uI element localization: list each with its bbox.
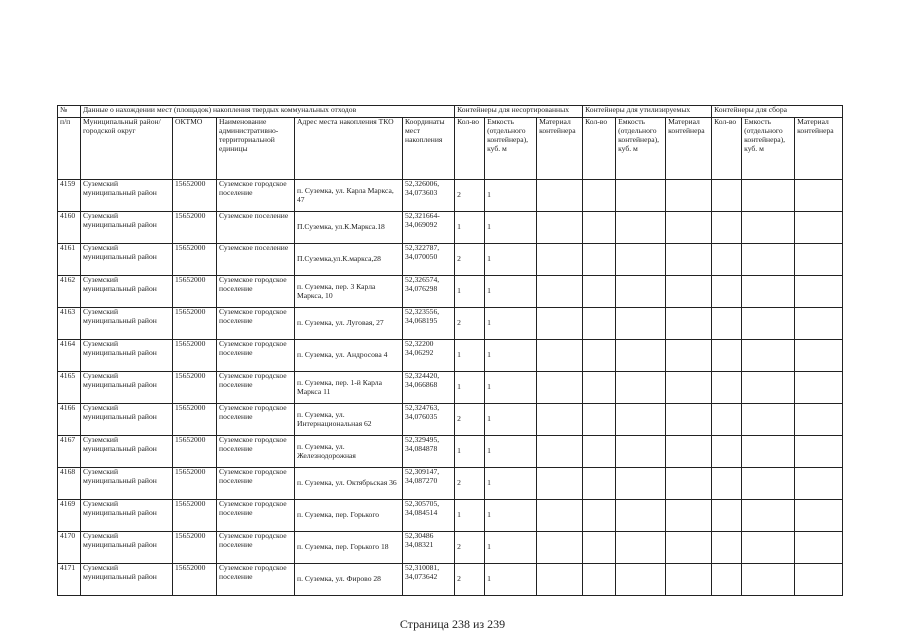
cell-collection-qty bbox=[712, 244, 742, 276]
col-collection-qty: Кол-во bbox=[712, 118, 742, 180]
cell-admin-unit: Суземское городское поселение bbox=[217, 404, 295, 436]
cell-recyclable-material bbox=[666, 564, 712, 596]
cell-recyclable-material bbox=[666, 308, 712, 340]
cell-recyclable-capacity bbox=[616, 340, 666, 372]
cell-recyclable-capacity bbox=[616, 180, 666, 212]
cell-num: 4170 bbox=[58, 532, 81, 564]
cell-collection-capacity bbox=[742, 308, 795, 340]
table-row bbox=[58, 244, 843, 276]
table-row bbox=[58, 436, 843, 468]
cell-collection-material bbox=[795, 244, 843, 276]
table-body bbox=[58, 180, 843, 596]
table-row bbox=[58, 180, 843, 212]
cell-coordinates: 52,329495, 34,084878 bbox=[403, 436, 455, 468]
cell-recyclable-capacity bbox=[616, 308, 666, 340]
cell-unsorted-material bbox=[537, 180, 583, 212]
cell-recyclable-material bbox=[666, 532, 712, 564]
header-recyclable-containers: Контейнеры для утилизируемых bbox=[583, 106, 712, 118]
cell-collection-material bbox=[795, 372, 843, 404]
header-collection-containers: Контейнеры для сбора bbox=[712, 106, 843, 118]
cell-collection-material bbox=[795, 276, 843, 308]
cell-coordinates: 52,305705, 34,084514 bbox=[403, 500, 455, 532]
col-recyclable-qty: Кол-во bbox=[583, 118, 616, 180]
cell-unsorted-qty: 2 bbox=[455, 180, 485, 212]
cell-collection-capacity bbox=[742, 340, 795, 372]
cell-unsorted-capacity: 1 bbox=[485, 436, 537, 468]
cell-recyclable-material bbox=[666, 372, 712, 404]
cell-collection-qty bbox=[712, 276, 742, 308]
cell-unsorted-qty: 2 bbox=[455, 308, 485, 340]
cell-collection-qty bbox=[712, 308, 742, 340]
col-unsorted-material: Материал контейнера bbox=[537, 118, 583, 180]
cell-recyclable-qty bbox=[583, 276, 616, 308]
cell-recyclable-material bbox=[666, 180, 712, 212]
header-num: № bbox=[58, 106, 81, 118]
cell-admin-unit: Суземское городское поселение bbox=[217, 436, 295, 468]
cell-num: 4164 bbox=[58, 340, 81, 372]
cell-admin-unit: Суземское городское поселение bbox=[217, 340, 295, 372]
cell-unsorted-material bbox=[537, 276, 583, 308]
cell-oktmo: 15652000 bbox=[173, 532, 217, 564]
cell-admin-unit: Суземское городское поселение bbox=[217, 500, 295, 532]
cell-oktmo: 15652000 bbox=[173, 564, 217, 596]
cell-unsorted-qty: 1 bbox=[455, 212, 485, 244]
cell-recyclable-capacity bbox=[616, 276, 666, 308]
cell-collection-material bbox=[795, 564, 843, 596]
cell-unsorted-capacity: 1 bbox=[485, 308, 537, 340]
cell-unsorted-material bbox=[537, 532, 583, 564]
cell-address: п. Суземка, ул. Интернациональная 62 bbox=[295, 404, 403, 436]
cell-recyclable-qty bbox=[583, 308, 616, 340]
table-row bbox=[58, 532, 843, 564]
cell-collection-capacity bbox=[742, 468, 795, 500]
table-row bbox=[58, 500, 843, 532]
cell-unsorted-capacity: 1 bbox=[485, 468, 537, 500]
cell-recyclable-capacity bbox=[616, 500, 666, 532]
cell-num: 4168 bbox=[58, 468, 81, 500]
cell-unsorted-capacity: 1 bbox=[485, 500, 537, 532]
cell-unsorted-qty: 1 bbox=[455, 372, 485, 404]
cell-num: 4161 bbox=[58, 244, 81, 276]
cell-coordinates: 52,321664- 34,069092 bbox=[403, 212, 455, 244]
cell-num: 4160 bbox=[58, 212, 81, 244]
cell-unsorted-qty: 2 bbox=[455, 244, 485, 276]
col-address: Адрес места накопления ТКО bbox=[295, 118, 403, 180]
page-number: Страница 238 из 239 bbox=[399, 617, 506, 631]
cell-collection-capacity bbox=[742, 244, 795, 276]
cell-recyclable-qty bbox=[583, 404, 616, 436]
cell-recyclable-capacity bbox=[616, 468, 666, 500]
cell-unsorted-material bbox=[537, 308, 583, 340]
col-collection-capacity: Емкость (отдельного контейнера), куб. м bbox=[742, 118, 795, 180]
cell-unsorted-capacity: 1 bbox=[485, 244, 537, 276]
col-recyclable-capacity: Емкость (отдельного контейнера), куб. м bbox=[616, 118, 666, 180]
cell-coordinates: 52,310081, 34,073642 bbox=[403, 564, 455, 596]
cell-coordinates: 52,322787, 34,070050 bbox=[403, 244, 455, 276]
cell-recyclable-material bbox=[666, 468, 712, 500]
cell-coordinates: 52,326574, 34,076298 bbox=[403, 276, 455, 308]
cell-address: п. Суземка, ул. Андросова 4 bbox=[295, 340, 403, 372]
cell-municipality: Суземский муниципальный район bbox=[81, 340, 173, 372]
group-header-row bbox=[58, 106, 843, 118]
cell-unsorted-qty: 2 bbox=[455, 532, 485, 564]
cell-coordinates: 52,326006, 34,073603 bbox=[403, 180, 455, 212]
cell-recyclable-material bbox=[666, 500, 712, 532]
cell-unsorted-capacity: 1 bbox=[485, 372, 537, 404]
cell-collection-qty bbox=[712, 468, 742, 500]
cell-coordinates: 52,323556, 34,068195 bbox=[403, 308, 455, 340]
cell-municipality: Суземский муниципальный район bbox=[81, 244, 173, 276]
cell-coordinates: 52,324763, 34,076035 bbox=[403, 404, 455, 436]
table-row bbox=[58, 340, 843, 372]
cell-coordinates: 52,324420, 34,066868 bbox=[403, 372, 455, 404]
cell-collection-qty bbox=[712, 500, 742, 532]
cell-coordinates: 52,309147, 34,087270 bbox=[403, 468, 455, 500]
cell-oktmo: 15652000 bbox=[173, 212, 217, 244]
cell-municipality: Суземский муниципальный район bbox=[81, 532, 173, 564]
col-oktmo: ОКТМО bbox=[173, 118, 217, 180]
cell-coordinates: 52,32200 34,06292 bbox=[403, 340, 455, 372]
cell-municipality: Суземский муниципальный район bbox=[81, 468, 173, 500]
cell-municipality: Суземский муниципальный район bbox=[81, 276, 173, 308]
cell-recyclable-capacity bbox=[616, 532, 666, 564]
cell-collection-capacity bbox=[742, 180, 795, 212]
col-municipality: Муниципальный район/городской округ bbox=[81, 118, 173, 180]
cell-unsorted-qty: 2 bbox=[455, 468, 485, 500]
cell-unsorted-material bbox=[537, 340, 583, 372]
cell-recyclable-qty bbox=[583, 500, 616, 532]
cell-oktmo: 15652000 bbox=[173, 308, 217, 340]
cell-collection-capacity bbox=[742, 372, 795, 404]
cell-admin-unit: Суземское городское поселение bbox=[217, 564, 295, 596]
cell-num: 4169 bbox=[58, 500, 81, 532]
cell-oktmo: 15652000 bbox=[173, 500, 217, 532]
cell-unsorted-qty: 1 bbox=[455, 436, 485, 468]
cell-unsorted-material bbox=[537, 244, 583, 276]
cell-oktmo: 15652000 bbox=[173, 276, 217, 308]
cell-unsorted-capacity: 1 bbox=[485, 532, 537, 564]
cell-collection-qty bbox=[712, 436, 742, 468]
cell-municipality: Суземский муниципальный район bbox=[81, 404, 173, 436]
cell-admin-unit: Суземское поселение bbox=[217, 212, 295, 244]
cell-address: п. Суземка, пер. 3 Карла Маркса, 10 bbox=[295, 276, 403, 308]
header-unsorted-containers: Контейнеры для несортированных bbox=[455, 106, 583, 118]
cell-oktmo: 15652000 bbox=[173, 244, 217, 276]
cell-collection-qty bbox=[712, 340, 742, 372]
cell-unsorted-material bbox=[537, 436, 583, 468]
cell-collection-material bbox=[795, 308, 843, 340]
cell-municipality: Суземский муниципальный район bbox=[81, 372, 173, 404]
cell-unsorted-capacity: 1 bbox=[485, 404, 537, 436]
cell-address: п. Суземка, ул. Луговая, 27 bbox=[295, 308, 403, 340]
cell-unsorted-qty: 1 bbox=[455, 500, 485, 532]
cell-recyclable-material bbox=[666, 340, 712, 372]
cell-recyclable-qty bbox=[583, 180, 616, 212]
cell-collection-material bbox=[795, 468, 843, 500]
cell-collection-material bbox=[795, 212, 843, 244]
col-recyclable-material: Материал контейнера bbox=[666, 118, 712, 180]
table-row bbox=[58, 404, 843, 436]
cell-recyclable-material bbox=[666, 276, 712, 308]
cell-oktmo: 15652000 bbox=[173, 340, 217, 372]
cell-num: 4162 bbox=[58, 276, 81, 308]
cell-recyclable-material bbox=[666, 436, 712, 468]
cell-collection-capacity bbox=[742, 404, 795, 436]
cell-unsorted-material bbox=[537, 212, 583, 244]
cell-admin-unit: Суземское городское поселение bbox=[217, 180, 295, 212]
cell-municipality: Суземский муниципальный район bbox=[81, 564, 173, 596]
cell-unsorted-material bbox=[537, 404, 583, 436]
cell-num: 4166 bbox=[58, 404, 81, 436]
cell-num: 4163 bbox=[58, 308, 81, 340]
cell-address: п. Суземка, пер. Горького 18 bbox=[295, 532, 403, 564]
cell-collection-capacity bbox=[742, 500, 795, 532]
cell-collection-qty bbox=[712, 564, 742, 596]
cell-unsorted-material bbox=[537, 372, 583, 404]
cell-unsorted-qty: 2 bbox=[455, 404, 485, 436]
cell-address: п. Суземка, пер. 1-й Карла Маркса 11 bbox=[295, 372, 403, 404]
cell-recyclable-qty bbox=[583, 532, 616, 564]
table-row bbox=[58, 276, 843, 308]
table-row bbox=[58, 564, 843, 596]
cell-recyclable-capacity bbox=[616, 564, 666, 596]
cell-recyclable-material bbox=[666, 212, 712, 244]
cell-collection-capacity bbox=[742, 436, 795, 468]
cell-unsorted-capacity: 1 bbox=[485, 564, 537, 596]
cell-num: 4165 bbox=[58, 372, 81, 404]
cell-admin-unit: Суземское городское поселение bbox=[217, 372, 295, 404]
cell-recyclable-capacity bbox=[616, 436, 666, 468]
cell-address: П.Суземка,ул.К.маркса,28 bbox=[295, 244, 403, 276]
cell-unsorted-material bbox=[537, 468, 583, 500]
cell-collection-material bbox=[795, 340, 843, 372]
cell-oktmo: 15652000 bbox=[173, 180, 217, 212]
table-row bbox=[58, 308, 843, 340]
container-sites-table bbox=[57, 105, 843, 596]
cell-recyclable-capacity bbox=[616, 404, 666, 436]
cell-address: П.Суземка, ул.К.Маркса.18 bbox=[295, 212, 403, 244]
cell-oktmo: 15652000 bbox=[173, 436, 217, 468]
cell-unsorted-material bbox=[537, 564, 583, 596]
cell-collection-material bbox=[795, 500, 843, 532]
cell-recyclable-capacity bbox=[616, 244, 666, 276]
cell-collection-material bbox=[795, 436, 843, 468]
cell-admin-unit: Суземское городское поселение bbox=[217, 532, 295, 564]
cell-municipality: Суземский муниципальный район bbox=[81, 436, 173, 468]
cell-collection-material bbox=[795, 532, 843, 564]
cell-unsorted-qty: 1 bbox=[455, 276, 485, 308]
column-header-row bbox=[58, 118, 843, 180]
cell-unsorted-qty: 1 bbox=[455, 340, 485, 372]
col-unsorted-capacity: Емкость (отдельного контейнера), куб. м bbox=[485, 118, 537, 180]
cell-oktmo: 15652000 bbox=[173, 372, 217, 404]
cell-municipality: Суземский муниципальный район bbox=[81, 180, 173, 212]
cell-collection-qty bbox=[712, 404, 742, 436]
cell-address: п. Суземка, ул. Октябрьская 36 bbox=[295, 468, 403, 500]
cell-unsorted-capacity: 1 bbox=[485, 212, 537, 244]
cell-num: 4167 bbox=[58, 436, 81, 468]
cell-admin-unit: Суземское городское поселение bbox=[217, 308, 295, 340]
table-row bbox=[58, 468, 843, 500]
cell-unsorted-capacity: 1 bbox=[485, 180, 537, 212]
cell-unsorted-capacity: 1 bbox=[485, 276, 537, 308]
col-admin-unit: Наименование административно-территориальной единицы bbox=[217, 118, 295, 180]
cell-address: п. Суземка, ул. Карла Маркса, 47 bbox=[295, 180, 403, 212]
cell-recyclable-qty bbox=[583, 244, 616, 276]
cell-municipality: Суземский муниципальный район bbox=[81, 212, 173, 244]
table-row bbox=[58, 372, 843, 404]
cell-recyclable-qty bbox=[583, 212, 616, 244]
cell-collection-capacity bbox=[742, 212, 795, 244]
cell-collection-qty bbox=[712, 532, 742, 564]
col-coordinates: Координаты мест накопления bbox=[403, 118, 455, 180]
cell-collection-qty bbox=[712, 372, 742, 404]
cell-address: п. Суземка, ул. Фирово 28 bbox=[295, 564, 403, 596]
cell-admin-unit: Суземское городское поселение bbox=[217, 468, 295, 500]
header-place-data: Данные о нахождении мест (площадок) накопления твердых коммунальных отходов bbox=[81, 106, 455, 118]
cell-municipality: Суземский муниципальный район bbox=[81, 500, 173, 532]
cell-oktmo: 15652000 bbox=[173, 404, 217, 436]
cell-recyclable-qty bbox=[583, 436, 616, 468]
col-num: п/п bbox=[58, 118, 81, 180]
cell-num: 4159 bbox=[58, 180, 81, 212]
cell-address: п. Суземка, ул. Железнодорожная bbox=[295, 436, 403, 468]
cell-recyclable-material bbox=[666, 404, 712, 436]
cell-recyclable-capacity bbox=[616, 372, 666, 404]
cell-unsorted-qty: 2 bbox=[455, 564, 485, 596]
cell-collection-material bbox=[795, 404, 843, 436]
cell-municipality: Суземский муниципальный район bbox=[81, 308, 173, 340]
cell-admin-unit: Суземское поселение bbox=[217, 244, 295, 276]
table-row bbox=[58, 212, 843, 244]
cell-recyclable-qty bbox=[583, 372, 616, 404]
cell-num: 4171 bbox=[58, 564, 81, 596]
cell-address: п. Суземка, пер. Горького bbox=[295, 500, 403, 532]
cell-coordinates: 52,30486 34,08321 bbox=[403, 532, 455, 564]
cell-admin-unit: Суземское городское поселение bbox=[217, 276, 295, 308]
cell-unsorted-material bbox=[537, 500, 583, 532]
cell-recyclable-qty bbox=[583, 340, 616, 372]
cell-oktmo: 15652000 bbox=[173, 468, 217, 500]
cell-collection-capacity bbox=[742, 276, 795, 308]
cell-collection-capacity bbox=[742, 532, 795, 564]
col-unsorted-qty: Кол-во bbox=[455, 118, 485, 180]
cell-unsorted-capacity: 1 bbox=[485, 340, 537, 372]
cell-collection-material bbox=[795, 180, 843, 212]
cell-recyclable-qty bbox=[583, 468, 616, 500]
cell-collection-capacity bbox=[742, 564, 795, 596]
col-collection-material: Материал контейнера bbox=[795, 118, 843, 180]
cell-collection-qty bbox=[712, 180, 742, 212]
cell-recyclable-qty bbox=[583, 564, 616, 596]
cell-recyclable-material bbox=[666, 244, 712, 276]
cell-collection-qty bbox=[712, 212, 742, 244]
cell-recyclable-capacity bbox=[616, 212, 666, 244]
